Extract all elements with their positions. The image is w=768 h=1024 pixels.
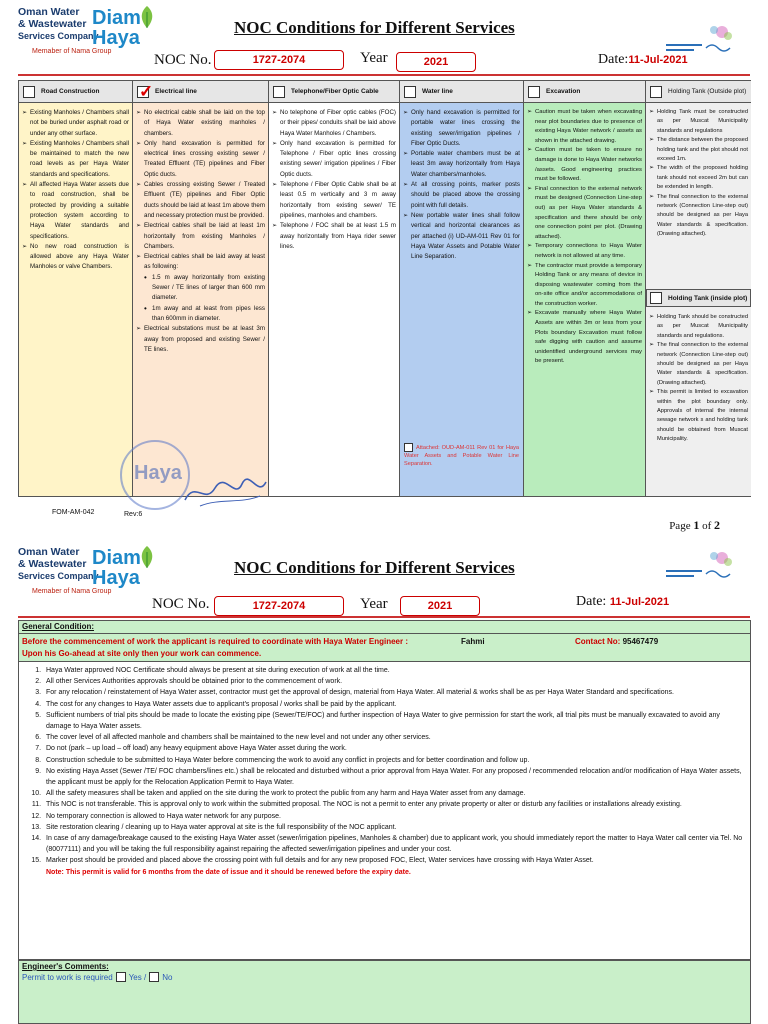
divider [18, 616, 750, 618]
company-logo [18, 6, 146, 56]
list-item: ➢ The distance between the proposed holding tank and the plot should not exceed 1m. [649, 136, 748, 164]
list-item: ➢ Holding Tank should be constructed as per Muscat Municipality standards and regulations. [649, 313, 748, 341]
no-label: No [162, 972, 173, 982]
list-item: ➢ All affected Haya Water assets due to road construction, shall be protected by providing a suitable protection system according to Haya Water standards and specifications. [22, 180, 129, 242]
list-item: 12. No temporary connection is allowed to Haya water network for any purpose. [43, 811, 746, 822]
stamp-icon: Haya [120, 440, 190, 510]
list-item: ➢ The final connection to the external network (Connection Line-step out) should be designed as per Haya Water standards & specification. (Drawing attached). [649, 193, 748, 240]
list-item: 7. Do not (park – up load – off load) any heavy equipment above Haya Water asset during the work. [43, 743, 746, 754]
list-item: 5. Sufficient numbers of trial pits should be made to locate the existing pipe (Sewer/TE/FOC) and further inspection of Haya Water to give permission for start the work, all trial pits must be manually excavated to avoid any damage to Haya Water assets. [43, 710, 746, 732]
general-condition-heading: General Condition: [19, 621, 750, 634]
column-holding-tank [646, 81, 751, 496]
general-conditions [18, 620, 751, 960]
list-item: ➢ No telephone of Fiber optic cables (FOC) or their pipes/ conduits shall be laid above Haya Water Manholes / Chambers. [272, 108, 396, 139]
holding-tank-inside-checkbox[interactable] [650, 292, 662, 304]
list-item: ➢ Caution must be taken to ensure no damage is done to Haya Water networks /assets. Good engineering practices must be followed. [527, 146, 642, 184]
partner-logo-icon [662, 22, 740, 56]
list-item: 4. The cost for any changes to Haya Water assets due to applicant's proposal / works shall be paid by the applicant. [43, 699, 746, 710]
noc-number-field[interactable]: 1727-2074 [214, 50, 344, 70]
column-excavation [524, 81, 646, 496]
column-header: Electrical line [155, 88, 197, 95]
list-item: 10. All the safety measures shall be taken and applied on the site during the work to protect the public from any harm and Haya Water asset from any damage. [43, 788, 746, 799]
company-line3: Services Company [18, 571, 99, 581]
company-line2: & Wastewater [18, 18, 87, 30]
list-item: 1. Haya Water approved NOC Certificate should always be present at site during execution of work at all the time. [43, 665, 746, 676]
page-title: NOC Conditions for Different Services [234, 18, 515, 37]
list-item: ➢ The final connection to the external network (Connection Line-step out) should be designed as per Haya Water standards & specification. (Drawing attached). [649, 341, 748, 388]
services-grid [18, 80, 751, 497]
noc-label: NOC No. [154, 52, 212, 68]
attachment-checkbox[interactable] [404, 443, 413, 452]
list-item: ➢ Cables crossing existing Sewer / Treated Effluent (TE) pipelines and Fiber Optic ducts should be laid at least 1m above them and necessary protection must be provided. [136, 180, 265, 221]
permit-no-checkbox[interactable] [149, 972, 159, 982]
list-item: ➢ At all crossing points, marker posts should be placed above the crossing point with full details. [403, 180, 520, 211]
company-line1: Oman Water [18, 6, 80, 18]
company-line3: Services Company [18, 31, 99, 41]
leaf-icon [138, 546, 156, 568]
column-header: Road Construction [41, 88, 100, 95]
list-item: 13. Site restoration clearing / cleaning up to Haya water approval at site is the full responsibility of the NOC applicant. [43, 822, 746, 833]
coordination-notice: Before the commencement of work the applicant is required to coordinate with Haya Water Engineer : Fahmi Contact No: 95467479 Upon his Go-ahead at site only then your work can commence. [19, 634, 750, 662]
engineer-name: Fahmi [461, 637, 485, 646]
list-item: ➢ Only hand excavation is permitted for Telephone / Fiber optic lines crossing existing sewer/ irrigation pipelines / Fiber Optic ducts. [272, 139, 396, 180]
noc-number-field[interactable]: 1727-2074 [214, 596, 344, 616]
list-item: ➢ Final connection to the external network must be designed (Connection Line-step out) as per Haya Water standards & specification and there should be only one connection point per plot. (Drawing attached). [527, 185, 642, 243]
year-label: Year [360, 50, 388, 66]
year-field[interactable]: 2021 [396, 52, 476, 72]
list-item: ➢ Telephone / FOC shall be at least 1.5 m away horizontally from Haya rider sewer lines. [272, 221, 396, 252]
list-item: ➢ Only hand excavation is permitted for portable water lines crossing the existing sewer/irrigation pipelines / Fiber Optic Ducts. [403, 108, 520, 149]
list-item: ➢ Existing Manholes / Chambers shall not be buried under asphalt road or under any other surface. [22, 108, 129, 139]
list-item: ➢ Caution must be taken when excavating near plot boundaries due to presence of existing Haya Water network / assets as shown in the attached drawing. [527, 108, 642, 146]
contact-number: Contact No: 95467479 [575, 637, 659, 646]
permit-label: Permit to work is required [22, 972, 113, 982]
date-display: Date:11-Jul-2021 [598, 52, 688, 67]
excavation-checkbox[interactable] [528, 86, 540, 98]
list-item: ➢ No new road construction is allowed above any Haya Water Manholes or valve Chambers. [22, 242, 129, 273]
road-construction-checkbox[interactable] [23, 86, 35, 98]
company-line2: & Wastewater [18, 558, 87, 570]
list-item: ➢ Only hand excavation is permitted for electrical lines crossing existing sewer / Treated Effluent (TE) pipelines and Fiber Optic ducts. [136, 139, 265, 180]
noc-label: NOC No. [152, 596, 210, 612]
list-item: ➢ Holding Tank must be constructed as per Muscat Municipality standards and regulations [649, 108, 748, 136]
sub-header: Holding Tank (inside plot) [668, 294, 748, 302]
page-title: NOC Conditions for Different Services [234, 558, 515, 577]
column-water-line [400, 81, 524, 496]
brand-diam: Diam [92, 547, 141, 569]
member-tagline: Memaber of Nama Group [32, 48, 112, 55]
year-label: Year [360, 596, 388, 612]
list-item: ➢ Temporary connections to Haya Water network is not allowed at any time. [527, 242, 642, 261]
list-item: ➢ Excavate manually where Haya Water Assets are within 3m or less from your Plots boundary Excavation must follow safe digging with caution and assume unidentified underground services may be present. [527, 309, 642, 367]
column-electrical-line [133, 81, 269, 496]
water-line-checkbox[interactable] [404, 86, 416, 98]
list-item: 6. The cover level of all affected manhole and chambers shall be maintained to the new level and not under any other services. [43, 732, 746, 743]
list-item: 2. All other Services Authorities approvals should be obtained prior to the commencement of work. [43, 676, 746, 687]
column-header: Water line [422, 88, 453, 95]
permit-yes-checkbox[interactable] [116, 972, 126, 982]
leaf-icon [138, 6, 156, 28]
company-line1: Oman Water [18, 546, 80, 558]
list-item: 14. In case of any damage/breakage caused to the existing Haya Water asset (sewer/irrigation pipelines, Manholes & chamber) due to applicant work, you should immediately report the matter to Haya Water call center via Tel. No (80077111) and you will be taking the full responsibility against repairing the affected sewer/irrigation pipelines and under your cost. [43, 833, 746, 855]
electrical-line-checkbox[interactable] [137, 86, 149, 98]
conditions-list [19, 662, 750, 878]
list-item: ➢ No electrical cable shall be laid on the top of Haya Water existing manholes / chambers. [136, 108, 265, 139]
attachment-note: Attached: OUD-AM-011 Rev 01 for Haya Water Assets and Potable Water Line Separation. [404, 444, 519, 467]
column-header: Holding Tank (Outside plot) [668, 88, 747, 95]
column-header: Excavation [546, 88, 581, 95]
list-item: ➢ Electrical substations must be at least 3m away from proposed and existing Sewer / TE lines. [136, 324, 265, 355]
list-item: 9. No existing Haya Asset (Sewer /TE/ FOC chambers/lines etc.) shall be relocated and disturbed without a prior approval from Haya Water. For any proposed / recommended relocation and/or modification of Haya Water assets, the applicant must be apply for the Relocation Application Permit to Haya Water. [43, 766, 746, 788]
brand-diam: Diam [92, 7, 141, 29]
signature-icon [180, 470, 270, 510]
list-item: ➢ The width of the proposed holding tank should not exceed 2m but can be extended in length. [649, 164, 748, 192]
revision: Rev:6 [124, 511, 143, 518]
list-item: 3. For any relocation / reinstatement of Haya Water asset, contractor must get the approval of design, material from Haya Water. All material & works shall be as per Haya Water Standard and specifications. [43, 687, 746, 698]
partner-logo-icon [662, 548, 740, 582]
list-item: ➢ Electrical cables shall be laid at least 1m horizontally from existing Manholes / Chambers. [136, 221, 265, 252]
sub-list-item: • 1m away and at least from pipes less than 600mm in diameter. [136, 304, 265, 325]
list-item: 15. Marker post should be provided and placed above the crossing point with full details and for any new proposed FOC, Elect, Water services have crossing with Haya Water Asset. Note: This permit is valid for 6 months from the date of issue and it should be renewed before the expiry date. [43, 855, 746, 877]
list-item: ➢ This permit is limited to excavation within the plot boundary only. Approvals of internal the internal sewage network s and holding tank should be obtained from Muscat Municipality. [649, 388, 748, 444]
list-item: 8. Construction schedule to be submitted to Haya Water before commencing the work to avoid any conflict in projects and for better coordination and follow up. [43, 755, 746, 766]
list-item: ➢ Telephone / Fiber Optic Cable shall be at least 0.5 m vertically and 3 m away horizontally from existing sewer/ TE pipelines, manholes and chambers. [272, 180, 396, 221]
divider [18, 74, 750, 76]
company-logo [18, 546, 146, 596]
yes-label: Yes / [128, 972, 147, 982]
list-item: 11. This NOC is not transferable. This is approval only to work within the submitted proposal. The NOC is not a permit to enter any private property or alter or disturb any facilities or installations already existing. [43, 799, 746, 810]
holding-tank-outside-checkbox[interactable] [650, 86, 662, 98]
year-field[interactable]: 2021 [400, 596, 480, 616]
page-2 [0, 540, 768, 1024]
page-number: Page 1 of 2 [669, 518, 720, 532]
brand-haya: Haya [92, 567, 140, 589]
list-item: ➢ Portable water chambers must be at least 3m away horizontally from Haya Water chambers/manholes. [403, 149, 520, 180]
engineer-comments-heading: Engineer's Comments: [22, 962, 109, 971]
column-telephone-fiber [269, 81, 400, 496]
list-item: ➢ The contractor must provide a temporary Holding Tank or any means of device in disposing wastewater coming from the on-site office and/or accommodations of the construction worker. [527, 262, 642, 310]
engineer-comments [18, 960, 751, 1024]
column-header: Telephone/Fiber Optic Cable [291, 88, 379, 95]
list-item: ➢ Existing Manholes / Chambers shall be maintained to match the new road levels as per Haya Water standards and specifications. [22, 139, 129, 180]
telephone-fiber-checkbox[interactable] [273, 86, 285, 98]
brand-haya: Haya [92, 27, 140, 49]
member-tagline: Memaber of Nama Group [32, 588, 112, 595]
list-item: ➢ Electrical cables shall be laid away at least as following: [136, 252, 265, 273]
column-road-construction [19, 81, 133, 496]
sub-list-item: • 1.5 m away horizontally from existing Sewer / TE lines of larger than 600 mm diameter. [136, 273, 265, 304]
form-code: FOM-AM-042 [52, 509, 95, 516]
list-item: ➢ New portable water lines shall follow vertical and horizontal clearances as per attached (i) UD-AM-011 Rev 01 for Haya Water Assets and Potable Water Line Separation. [403, 211, 520, 262]
date-display: Date: 11-Jul-2021 [576, 594, 670, 609]
validity-note: Note: This permit is valid for 6 months from the date of issue and it should be renewed before the expiry date. [46, 868, 411, 876]
